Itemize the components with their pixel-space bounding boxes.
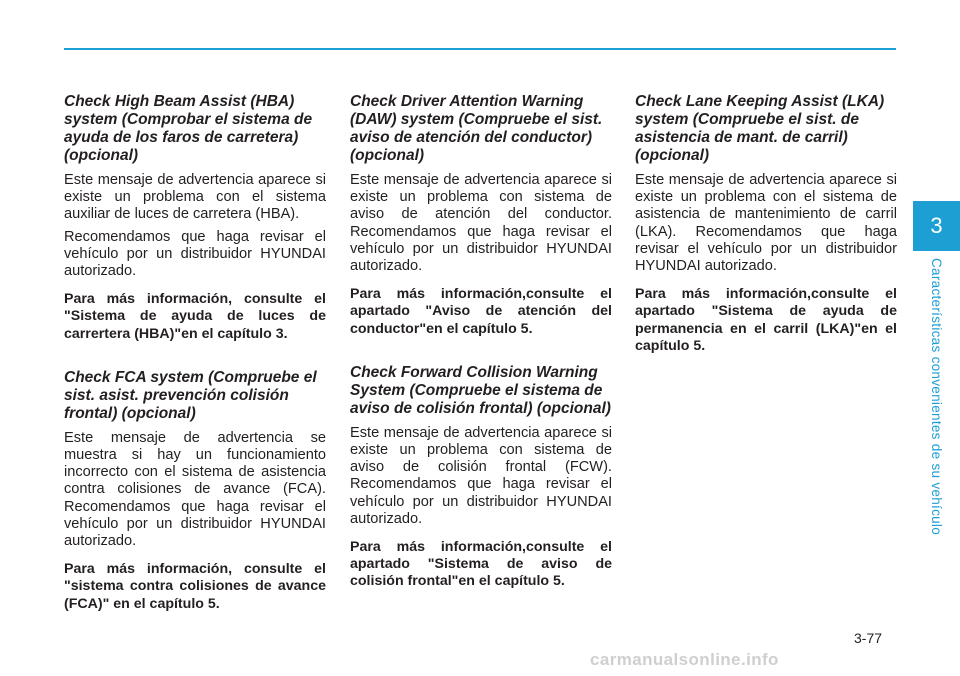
section-fca [64, 369, 326, 613]
section-hba [64, 93, 326, 343]
section-fcw [350, 364, 612, 591]
column-1 [64, 93, 326, 633]
section-daw [350, 93, 612, 338]
section-note: Para más información,consulte el apartado "Aviso de atención del conductor"en el capítulo 5. [350, 286, 612, 337]
section-paragraph: Recomendamos que haga revisar el vehículo por un distribuidor HYUNDAI autorizado. [64, 228, 326, 280]
section-lka [635, 93, 897, 355]
page-number: 3-77 [854, 630, 883, 646]
section-heading: Check High Beam Assist (HBA) system (Comprobar el sistema de ayuda de los faros de carretera) (opcional) [64, 93, 313, 164]
section-note: Para más información, consulte el "sistema contra colisiones de avance (FCA)" en el capítulo 5. [64, 561, 326, 612]
section-note: Para más información,consulte el apartado "Sistema de ayuda de permanencia en el carril (LKA)"en el capítulo 5. [635, 286, 897, 354]
section-note: Para más información,consulte el apartado "Sistema de aviso de colisión frontal"en el capítulo 5. [350, 539, 612, 590]
section-paragraph: Este mensaje de advertencia aparece si existe un problema con el sistema de asistencia de mantenimiento de carril (LKA). Recomendamos que haga revisar el vehículo por un distribuidor HYUNDAI autorizado. [635, 172, 897, 275]
section-note: Para más información, consulte el "Sistema de ayuda de luces de carrertera (HBA)"en el capítulo 3. [64, 291, 326, 342]
section-heading: Check Driver Attention Warning (DAW) system (Compruebe el sist. aviso de atención del conductor) (opcional) [350, 93, 603, 164]
column-2 [350, 93, 612, 611]
section-paragraph: Este mensaje de advertencia aparece si existe un problema con el sistema auxiliar de luces de carretera (HBA). [64, 172, 326, 223]
section-heading: Check FCA system (Compruebe el sist. asist. prevención colisión frontal) (opcional) [64, 368, 317, 422]
section-paragraph: Este mensaje de advertencia se muestra si hay un funcionamiento incorrecto con el sistema de asistencia contra colisiones de avance (FCA). Recomendamos que haga revisar el vehículo por un distribuidor HYUNDAI autorizado. [64, 429, 326, 550]
column-3 [635, 93, 897, 375]
section-paragraph: Este mensaje de advertencia aparece si existe un problema con sistema de aviso de colisión frontal (FCW). Recomendamos que haga revisar el vehículo por un distribuidor HYUNDAI autorizado. [350, 424, 612, 527]
watermark: carmanualsonline.info [590, 650, 779, 669]
chapter-title: Características convenientes de su vehículo [929, 258, 944, 536]
section-heading: Check Lane Keeping Assist (LKA) system (Compruebe el sist. de asistencia de mant. de carril) (opcional) [635, 93, 885, 164]
section-paragraph: Este mensaje de advertencia aparece si existe un problema con sistema de aviso de atención del conductor. Recomendamos que haga revisar el vehículo por un distribuidor HYUNDAI autorizado. [350, 172, 612, 275]
header-rule [64, 48, 896, 50]
chapter-number-tab: 3 [913, 201, 960, 251]
section-heading: Check Forward Collision Warning System (Compruebe el sistema de aviso de colisión frontal) (opcional) [350, 363, 611, 417]
